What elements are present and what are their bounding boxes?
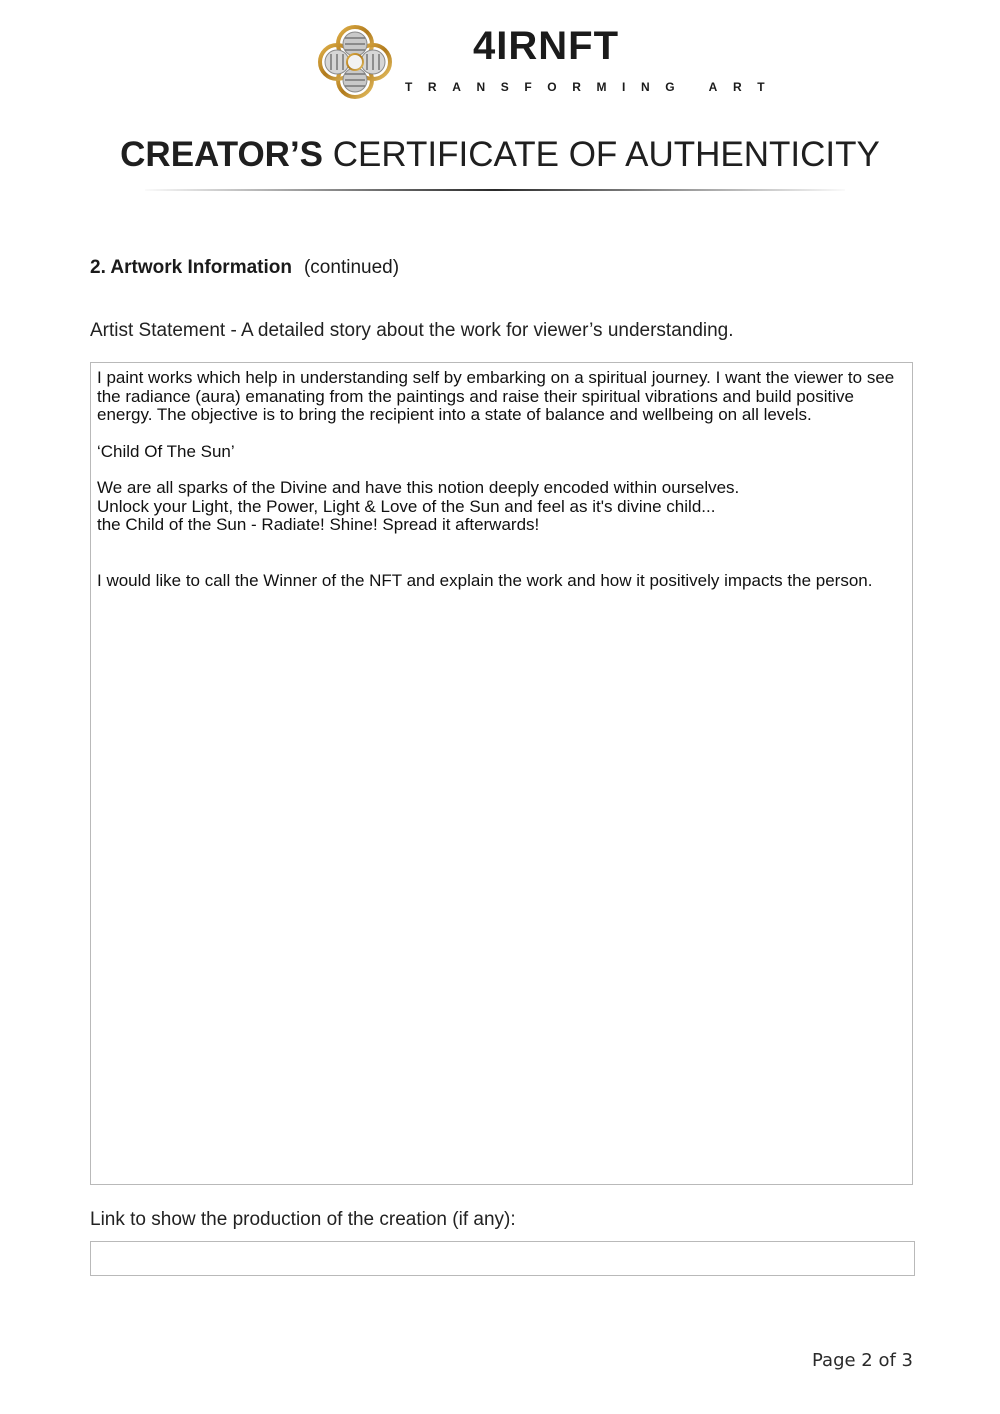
brand-tagline: TRANSFORMING ART xyxy=(405,80,781,94)
title-regular-part: CERTIFICATE OF AUTHENTICITY xyxy=(332,135,880,174)
poem-line-3: the Child of the Sun - Radiate! Shine! Spread it afterwards! xyxy=(97,515,540,534)
section-heading xyxy=(90,257,399,279)
production-link-label: Link to show the production of the creation (if any): xyxy=(90,1209,516,1230)
page-number: Page 2 of 3 xyxy=(812,1350,913,1371)
artist-statement-label: Artist Statement - A detailed story about the work for viewer’s understanding. xyxy=(90,320,734,341)
artist-statement-field[interactable] xyxy=(90,362,913,1185)
statement-paragraph-4: I would like to call the Winner of the NFT and explain the work and how it positively impacts the person. xyxy=(97,570,873,590)
poem-line-1: We are all sparks of the Divine and have this notion deeply encoded within ourselves. xyxy=(97,478,740,497)
section-title: 2. Artwork Information xyxy=(90,257,292,278)
brand-name: 4IRNFT xyxy=(473,24,619,68)
statement-paragraph-1: I paint works which help in understanding self by embarking on a spiritual journey. I want the viewer to see the radiance (aura) emanating from the paintings and raise their spiritual vibrations and build positive energy. The objective is to bring the recipient into a state of balance and wellbeing on all levels. xyxy=(97,368,895,424)
section-continued: (continued) xyxy=(303,257,400,278)
statement-poem xyxy=(97,479,906,535)
title-bold-part: CREATOR’S xyxy=(120,135,324,174)
certificate-title xyxy=(0,136,1000,175)
artwork-title: ‘Child Of The Sun’ xyxy=(97,441,235,461)
ornate-knot-logo-icon xyxy=(315,22,395,102)
title-divider xyxy=(145,189,845,191)
poem-line-2: Unlock your Light, the Power, Light & Love of the Sun and feel as it's divine child... xyxy=(97,496,716,516)
production-link-field[interactable] xyxy=(90,1241,915,1276)
